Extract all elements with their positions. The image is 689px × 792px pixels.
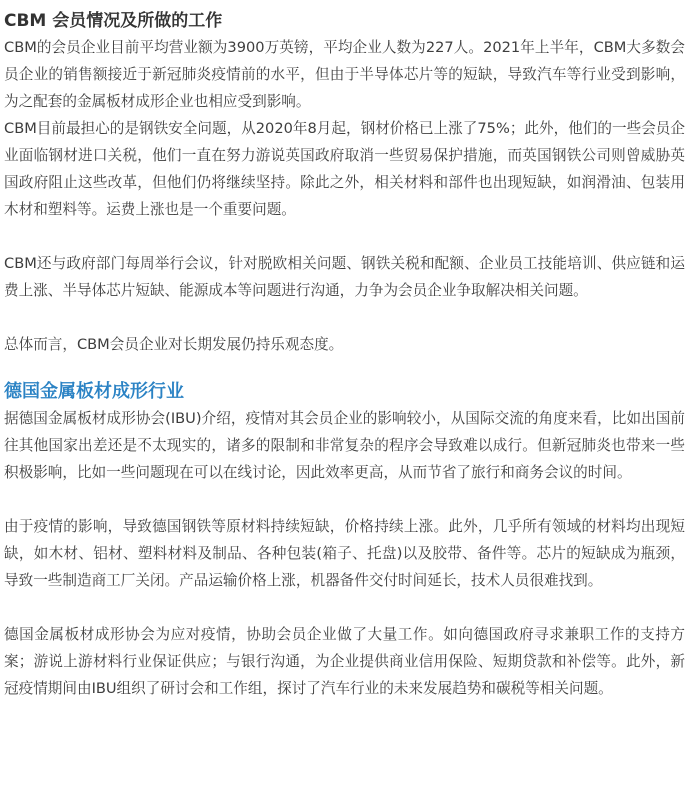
paragraph-cbm-government-meetings: CBM还与政府部门每周举行会议，针对脱欧相关问题、钢铁关税和配额、企业员工技能培训、供应链和运费上涨、半导体芯片短缺、能源成本等问题进行沟通，力争为会员企业争取解决相关问题。 [4,255,685,299]
paragraph-ibu-impact: 据德国金属板材成形协会(IBU)介绍，疫情对其会员企业的影响较小，从国际交流的角度来看，比如出国前往其他国家出差还是不太现实的，诸多的限制和非常复杂的程序会导致难以成行。但新冠肺炎也带来一些积极影响，比如一些问题现在可以在线讨论，因此效率更高，从而节省了旅行和商务会议的时间。 [4,410,685,481]
paragraph-cbm-overview: CBM的会员企业目前平均营业额为3900万英镑，平均企业人数为227人。2021年上半年，CBM大多数会员企业的销售额接近于新冠肺炎疫情前的水平，但由于半导体芯片等的短缺，导致汽车等行业受到影响，为之配套的金属板材成形企业也相应受到影响。 [4,39,685,110]
paragraph-ibu-shortages: 由于疫情的影响，导致德国钢铁等原材料持续短缺，价格持续上涨。此外，几乎所有领域的材料均出现短缺，如木材、铝材、塑料材料及制品、各种包装(箱子、托盘)以及胶带、备件等。芯片的短缺成为瓶颈，导致一些制造商工厂关闭。产品运输价格上涨，机器备件交付时间延长，技术人员很难找到。 [4,518,685,589]
paragraph-spacer [4,304,685,331]
section-heading-cbm: CBM 会员情况及所做的工作 [4,11,223,31]
paragraph-ibu-support: 德国金属板材成形协会为应对疫情，协助会员企业做了大量工作。如向德国政府寻求兼职工作的支持方案；游说上游材料行业保证供应；与银行沟通，为企业提供商业信用保险、短期贷款和补偿等。此外，新冠疫情期间由IBU组织了研讨会和工作组，探讨了汽车行业的未来发展趋势和碳税等相关问题。 [4,626,685,697]
paragraph-spacer [4,486,685,513]
paragraph-cbm-outlook: 总体而言，CBM会员企业对长期发展仍持乐观态度。 [4,336,344,353]
paragraph-spacer [4,223,685,250]
section-spacer [4,358,685,371]
paragraph-spacer [4,594,685,621]
section-heading-germany: 德国金属板材成形行业 [4,381,184,402]
paragraph-cbm-steel-concerns: CBM目前最担心的是钢铁安全问题，从2020年8月起，钢材价格已上涨了75%；此外，他们的一些会员企业面临钢材进口关税，他们一直在努力游说英国政府取消一些贸易保护措施，而英国钢铁公司则曾威胁英国政府阻止这些改革，但他们仍将继续坚持。除此之外，相关材料和部件也出现短缺，如润滑油、包装用木材和塑料等。运费上涨也是一个重要问题。 [4,120,685,218]
